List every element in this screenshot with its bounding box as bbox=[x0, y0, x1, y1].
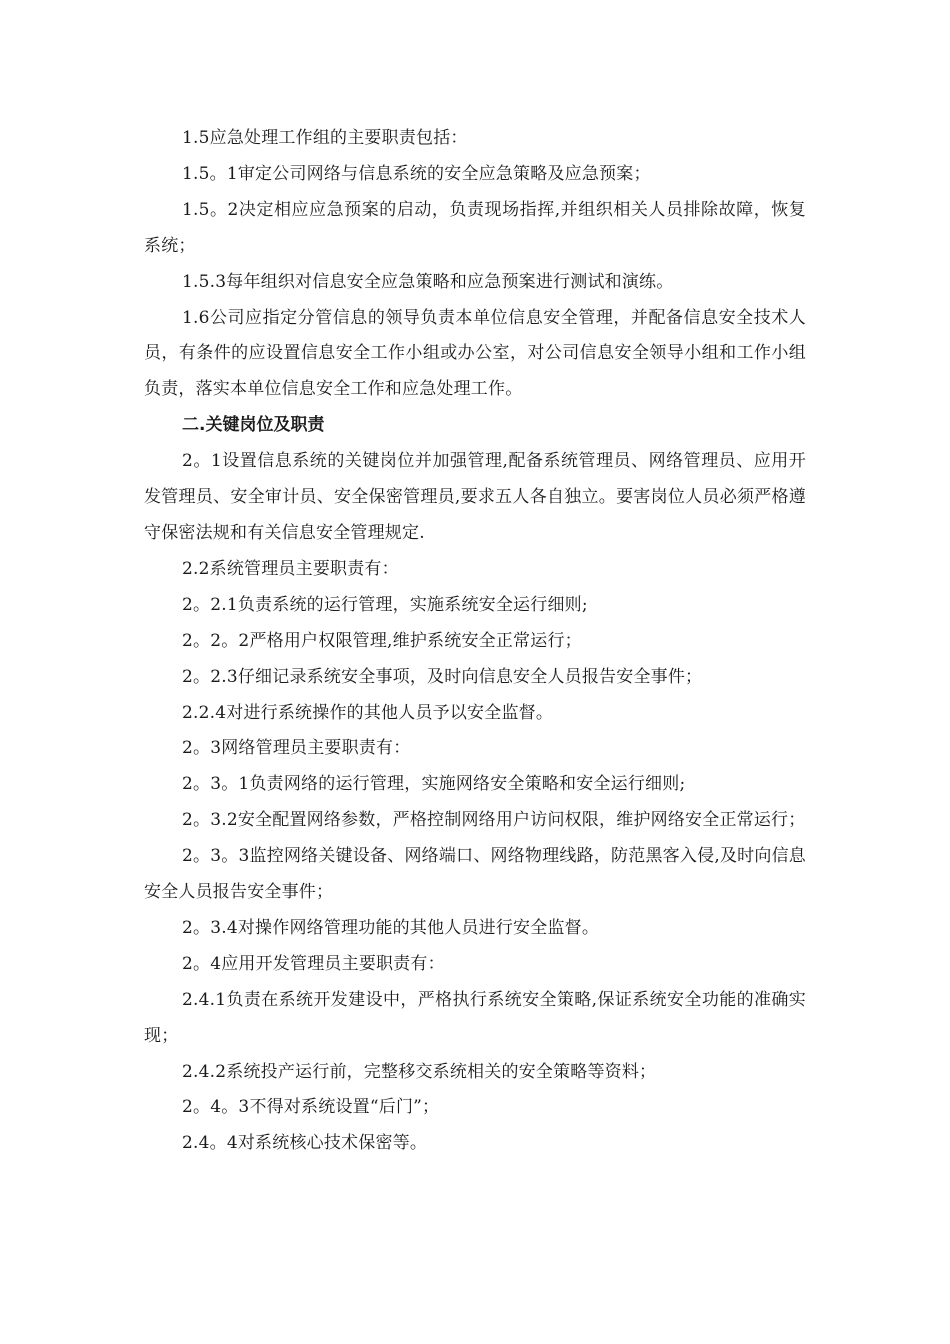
paragraph-1-5-3: 1.5.3每年组织对信息安全应急策略和应急预案进行测试和演练。 bbox=[182, 271, 674, 292]
section-heading-2: 二.关键岗位及职责 bbox=[182, 415, 325, 436]
paragraph-2-2-3: 2。2.3仔细记录系统安全事项，及时向信息安全人员报告安全事件； bbox=[182, 666, 703, 687]
paragraph-2-4-4: 2.4。4对系统核心技术保密等。 bbox=[182, 1133, 428, 1154]
paragraph-2-4-3: 2。4。3不得对系统设置“后门”； bbox=[182, 1097, 440, 1118]
paragraph-2-1: 2。1设置信息系统的关键岗位并加强管理,配备系统管理员、网络管理员、应用开发管理员、安全审计员、安全保密管理员,要求五人各自独立。要害岗位人员必须严格遵守保密法规和有关信息安全管理规定. bbox=[144, 451, 806, 543]
paragraph-2-3-3: 2。3。3监控网络关键设备、网络端口、网络物理线路，防范黑客入侵,及时向信息安全人员报告安全事件； bbox=[144, 846, 806, 903]
paragraph-2-2: 2.2系统管理员主要职责有： bbox=[182, 558, 399, 579]
paragraph-2-3-2: 2。3.2安全配置网络参数，严格控制网络用户访问权限，维护网络安全正常运行； bbox=[182, 810, 806, 831]
paragraph-2-2-2: 2。2。2严格用户权限管理,维护系统安全正常运行； bbox=[182, 630, 582, 651]
paragraph-2-2-1: 2。2.1负责系统的运行管理，实施系统安全运行细则; bbox=[182, 594, 588, 615]
paragraph-2-3-1: 2。3。1负责网络的运行管理，实施网络安全策略和安全运行细则; bbox=[182, 774, 686, 795]
paragraph-2-4-2: 2.4.2系统投产运行前，完整移交系统相关的安全策略等资料； bbox=[182, 1061, 657, 1082]
paragraph-1-5-1: 1.5。1审定公司网络与信息系统的安全应急策略及应急预案； bbox=[182, 163, 651, 184]
paragraph-1-5: 1.5应急处理工作组的主要职责包括： bbox=[182, 128, 468, 148]
paragraph-2-2-4: 2.2.4对进行系统操作的其他人员予以安全监督。 bbox=[182, 702, 554, 723]
paragraph-1-5-2: 1.5。2决定相应应急预案的启动，负责现场指挥,并组织相关人员排除故障，恢复系统； bbox=[144, 199, 806, 256]
paragraph-2-3: 2。3网络管理员主要职责有： bbox=[182, 738, 411, 759]
paragraph-2-4-1: 2.4.1负责在系统开发建设中，严格执行系统安全策略,保证系统安全功能的准确实现； bbox=[144, 989, 806, 1046]
paragraph-2-3-4: 2。3.4对操作网络管理功能的其他人员进行安全监督。 bbox=[182, 917, 600, 938]
paragraph-2-4: 2。4应用开发管理员主要职责有： bbox=[182, 953, 445, 974]
paragraph-1-6: 1.6公司应指定分管信息的领导负责本单位信息安全管理，并配备信息安全技术人员，有条件的应设置信息安全工作小组或办公室，对公司信息安全领导小组和工作小组负责，落实本单位信息安全工作和应急处理工作。 bbox=[144, 307, 806, 400]
document-body bbox=[144, 121, 806, 1162]
